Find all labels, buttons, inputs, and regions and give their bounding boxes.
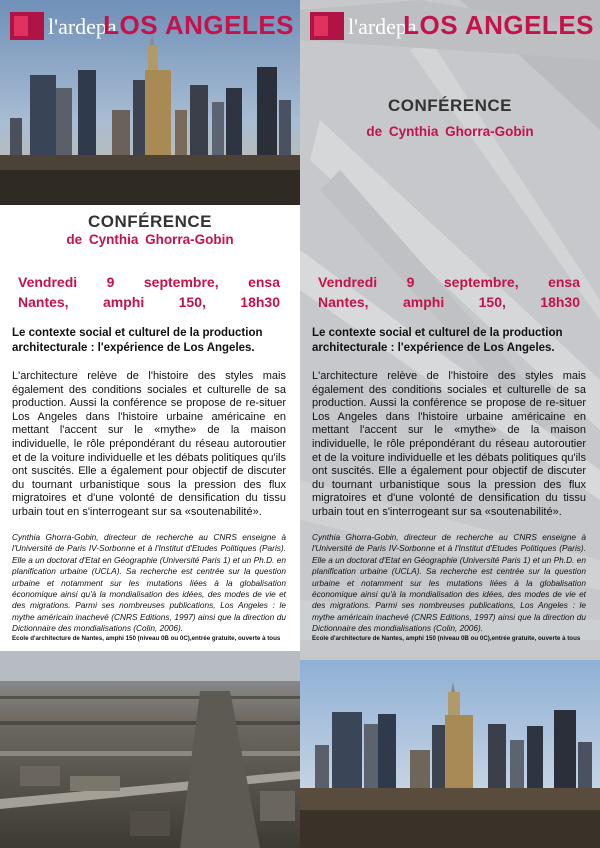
logo-text: l'ardepa xyxy=(48,14,117,39)
event-date xyxy=(18,272,280,312)
date-line-1: Vendredi 9 septembre, ensa xyxy=(18,274,280,290)
skyline-photo-2 xyxy=(300,660,600,848)
date-line-2-2: Nantes, amphi 150, 18h30 xyxy=(318,294,580,310)
event-title-2: CONFÉRENCE xyxy=(387,96,512,115)
event-title: CONFÉRENCE xyxy=(87,212,212,231)
venue-footer-2: Ecole d'architecture de Nantes, amphi 150 (niveau 0B ou 0C),entrée gratuite, ouverte à tous xyxy=(312,635,581,642)
lecture-subtitle-2: Le contexte social et culturel de la production architecturale : l'expérience de Los Angeles. xyxy=(312,327,563,354)
city-title-2: LOS ANGELES xyxy=(403,10,594,40)
lecture-description: L'architecture relève de l'histoire des styles mais également des conditions sociales et culturelle de sa production. Aussi la conférence se propose de re-situer Los Angeles dans l'histoire urbaine américaine en mettant l'accent sur le «mythe» de la maison individuelle, le rôle prépondérant du réseau autoroutier et de la voiture individuelle et les débats politiques qu'ils ont suscités. Elle a également pour objectif de discuter du tournant urbanistique sous la pression des flux migratoires et d'une volonté de densification du tissu urbain tout en s'interrogeant sur sa «soutenabilité». xyxy=(12,370,286,518)
event-date-2 xyxy=(318,272,580,312)
header xyxy=(10,8,298,44)
speaker-bio-2: Cynthia Ghorra-Gobin, directeur de recherche au CNRS enseigne à l'Université de Paris IV-Sorbonne et à l'Institut d'Etudes Politiques (Paris). Elle a un doctorat d'Etat en Géographie (Université Paris 1) et un Ph.D. en planification urbaine (UCLA). Sa recherche est centrée sur la question urbaine et notamment sur les mutations liées à la globalisation économique ainsi qu'à la mondialisation des idées, des modes de vie et des migrations. Parmi ses nombreuses publications, Los Angeles : le mythe américain inachevé (CNRS Editions, 1997) ainsi que la direction du Dictionnaire des mondialisations (Colin, 2006). xyxy=(312,532,586,634)
ardepa-logo-2 xyxy=(310,12,344,40)
speaker-name: de Cynthia Ghorra-Gobin xyxy=(66,232,234,247)
city-title: LOS ANGELES xyxy=(103,10,294,40)
speaker-bio: Cynthia Ghorra-Gobin, directeur de recherche au CNRS enseigne à l'Université de Paris IV-Sorbonne et à l'Institut d'Etudes Politiques (Paris). Elle a un doctorat d'Etat en Géographie (Université Paris 1) et un Ph.D. en planification urbaine (UCLA). Sa recherche est centrée sur la question urbaine et notamment sur les mutations liées à la globalisation économique ainsi qu'à la mondialisation des idées, des modes de vie et des migrations. Parmi ses nombreuses publications, Los Angeles : le mythe américain inachevé (CNRS Editions, 1997) ainsi que la direction du Dictionnaire des mondialisations (Colin, 2006). xyxy=(12,532,286,634)
lecture-description-2: L'architecture relève de l'histoire des styles mais également des conditions sociales et culturelle de sa production. Aussi la conférence se propose de re-situer Los Angeles dans l'histoire urbaine américaine en mettant l'accent sur le «mythe» de la maison individuelle, le rôle prépondérant du réseau autoroutier et de la voiture individuelle et les débats politiques qu'ils ont suscités. Elle a également pour objectif de discuter du tournant urbanistique sous la pression des flux migratoires et d'une volonté de densification du tissu urbain tout en s'interrogeant sur sa «soutenabilité». xyxy=(312,370,586,518)
poster-right xyxy=(300,0,600,848)
ardepa-logo xyxy=(10,12,44,40)
venue-footer: Ecole d'architecture de Nantes, amphi 150 (niveau 0B ou 0C),entrée gratuite, ouverte à tous xyxy=(12,635,281,642)
aerial-city-photo xyxy=(0,651,300,848)
header-2 xyxy=(310,8,598,44)
date-line-2: Nantes, amphi 150, 18h30 xyxy=(18,294,280,310)
speaker-name-2: de Cynthia Ghorra-Gobin xyxy=(366,124,534,139)
logo-text-2: l'ardepa xyxy=(348,14,417,39)
date-line-1-2: Vendredi 9 septembre, ensa xyxy=(318,274,580,290)
lecture-subtitle: Le contexte social et culturel de la production architecturale : l'expérience de Los Angeles. xyxy=(12,327,263,354)
